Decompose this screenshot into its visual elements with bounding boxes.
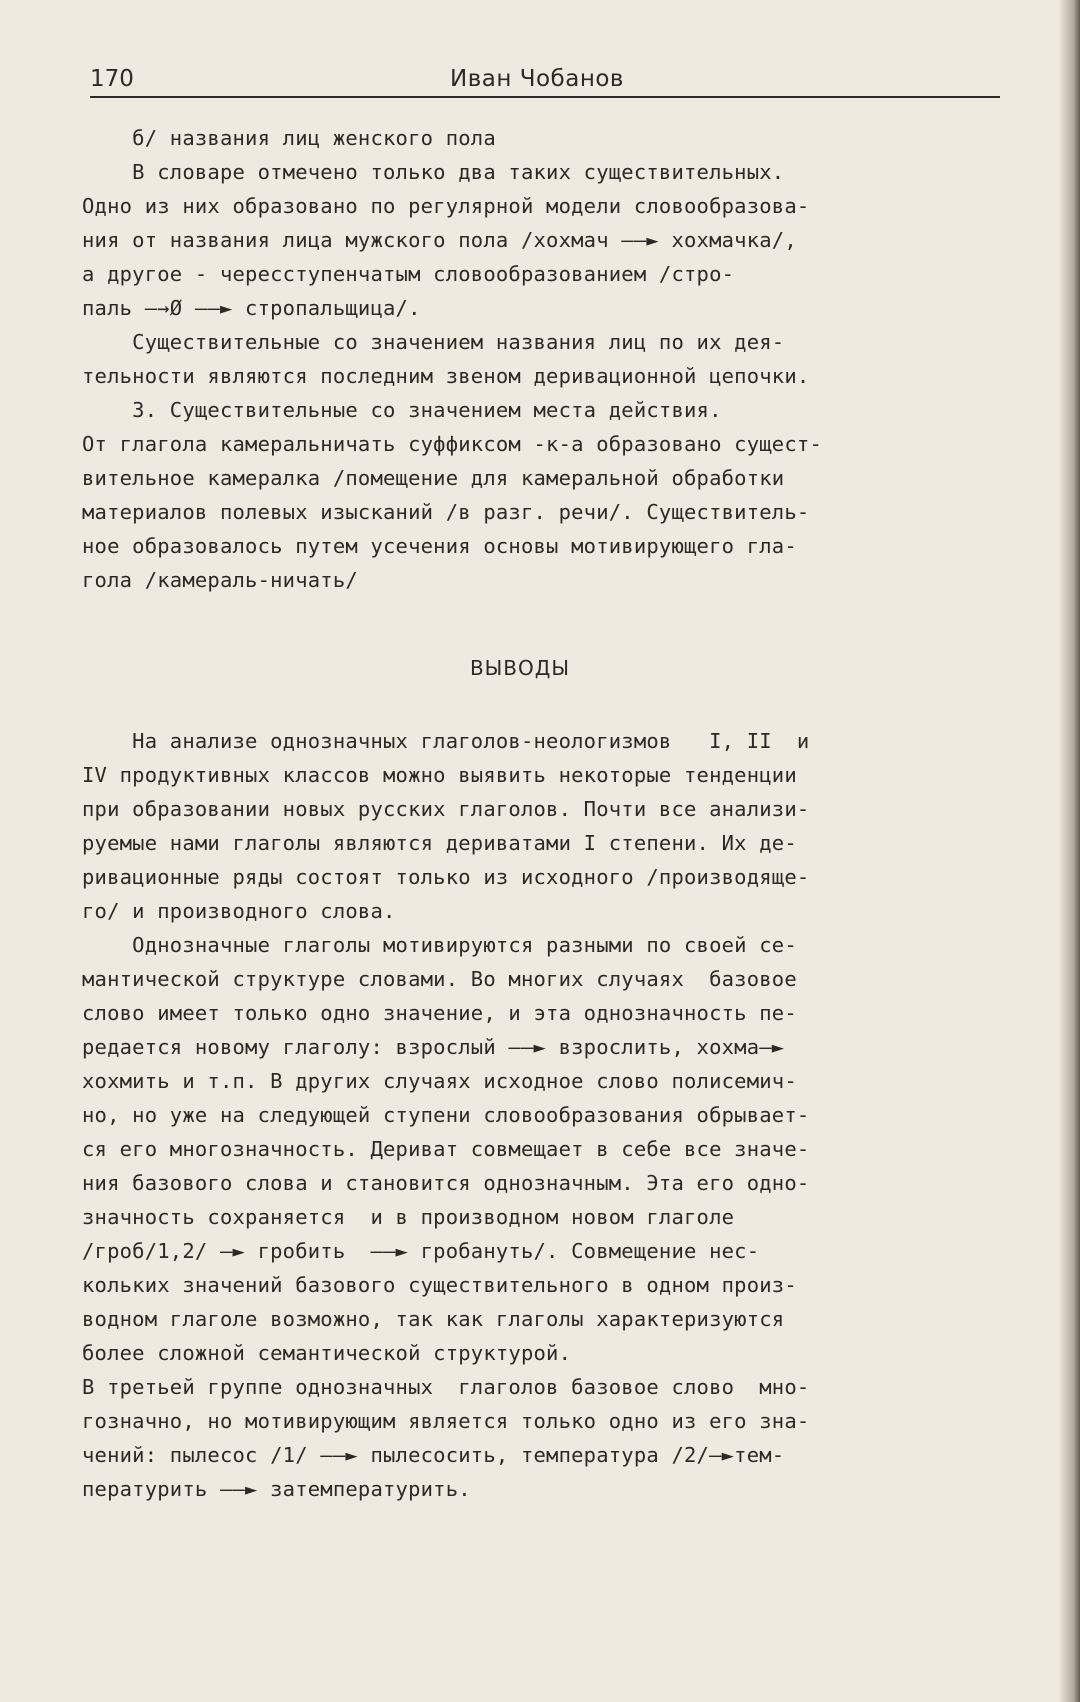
text-line: руемые нами глаголы являются дериватами I степени. Их де- <box>82 831 797 855</box>
text-line: Существительные со значением названия лиц по их дея- <box>82 330 785 354</box>
text-line: редается новому глаголу: взрослый ——► взрослить, хохма—► <box>82 1035 785 1059</box>
text-line: слово имеет только одно значение, и эта однозначность пе- <box>82 1001 797 1025</box>
text-line: тельности являются последним звеном деривационной цепочки. <box>82 364 810 388</box>
text-line: кольких значений базового существительного в одном произ- <box>82 1273 797 1297</box>
text-line: гозначно, но мотивирующим является только одно из его зна- <box>82 1409 810 1433</box>
text-line: вительное камералка /помещение для камеральной обработки <box>82 466 785 490</box>
text-line: водном глаголе возможно, так как глаголы характеризуются <box>82 1307 785 1331</box>
page-number: 170 <box>90 66 134 92</box>
running-title: Иван Чобанов <box>450 66 624 92</box>
text-line: го/ и производного слова. <box>82 899 396 923</box>
text-line: /гроб/1,2/ —► гробить ——► гробануть/. Совмещение нес- <box>82 1239 760 1263</box>
text-line: 3. Существительные со значением места действия. <box>82 398 722 422</box>
text-line: при образовании новых русских глаголов. Почти все анализи- <box>82 797 810 821</box>
text-line: ся его многозначность. Дериват совмещает в себе все значе- <box>82 1137 810 1161</box>
text-line: ное образовалось путем усечения основы мотивирующего гла- <box>82 534 797 558</box>
text-line: материалов полевых изысканий /в разг. речи/. Существитель- <box>82 500 810 524</box>
page-header <box>90 62 1000 100</box>
text-line: На анализе однозначных глаголов-неологизмов I, II и <box>82 729 810 753</box>
text-line: пературить ——► затемпературить. <box>82 1477 471 1501</box>
text-line: но, но уже на следующей ступени словообразования обрывает- <box>82 1103 810 1127</box>
text-line: а другое - чересступенчатым словообразованием /стро- <box>82 262 735 286</box>
text-line: От глагола камеральничать суффиксом -к-а образовано сущест- <box>82 432 822 456</box>
text-line: ривационные ряды состоят только из исходного /производяще- <box>82 865 810 889</box>
header-rule <box>90 96 1000 98</box>
text-line: гола /камераль-ничать/ <box>82 568 358 592</box>
body-text-section-1 <box>82 121 1022 597</box>
section-heading: ВЫВОДЫ <box>469 656 571 680</box>
text-line: паль —→Ø ——► стропальщица/. <box>82 296 421 320</box>
page-edge-shadow <box>1058 0 1080 1702</box>
text-line: Однозначные глаголы мотивируются разными по своей се- <box>82 933 797 957</box>
text-line: ния от названия лица мужского пола /хохмач ——► хохмачка/, <box>82 228 797 252</box>
text-line: мантической структуре словами. Во многих случаях базовое <box>82 967 797 991</box>
text-line: значность сохраняется и в производном новом глаголе <box>82 1205 735 1229</box>
text-line: хохмить и т.п. В других случаях исходное слово полисемич- <box>82 1069 797 1093</box>
text-line: Одно из них образовано по регулярной модели словообразова- <box>82 194 810 218</box>
text-line: чений: пылесос /1/ ——► пылесосить, температура /2/—►тем- <box>82 1443 785 1467</box>
text-line: более сложной семантической структурой. <box>82 1341 572 1365</box>
text-line: В словаре отмечено только два таких существительных. <box>82 160 785 184</box>
text-line: IV продуктивных классов можно выявить некоторые тенденции <box>82 763 797 787</box>
text-line: б/ названия лиц женского пола <box>82 126 496 150</box>
body-text-section-2 <box>82 724 1022 1506</box>
text-line: В третьей группе однозначных глаголов базовое слово мно- <box>82 1375 810 1399</box>
text-line: ния базового слова и становится однозначным. Эта его одно- <box>82 1171 810 1195</box>
